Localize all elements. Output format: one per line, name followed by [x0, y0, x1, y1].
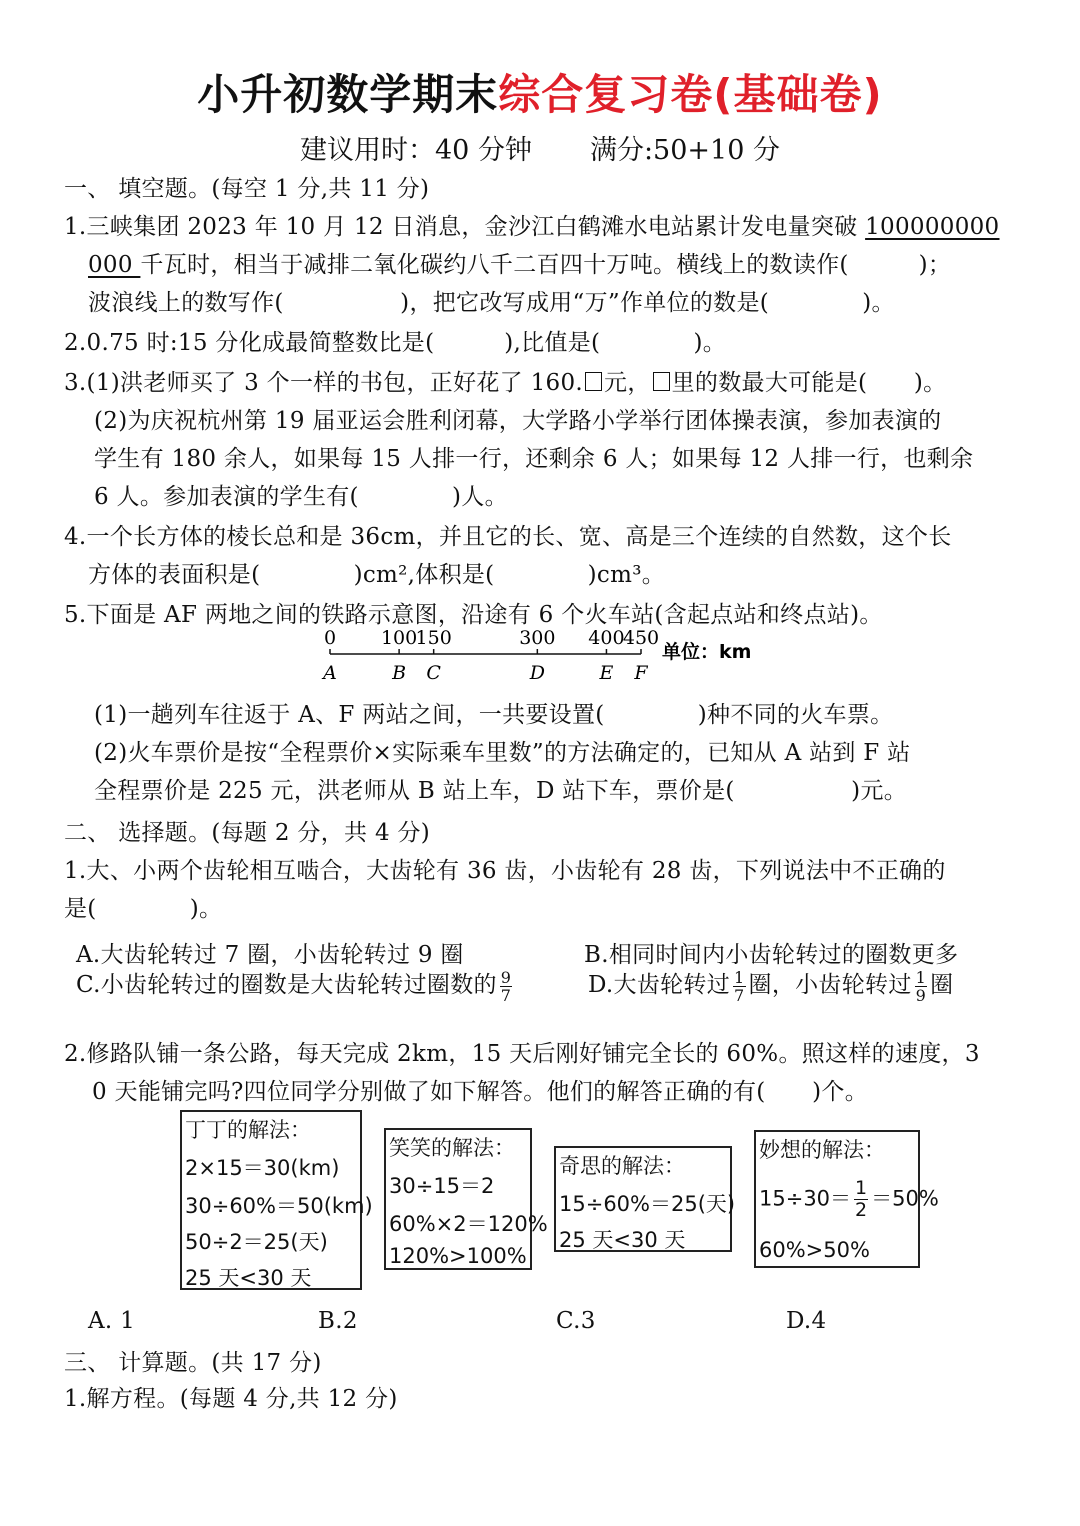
box-line: 30÷60%＝50(km) — [185, 1194, 373, 1218]
box-line — [759, 1178, 939, 1221]
option-c-text: C.小齿轮转过的圈数是大齿轮转过圈数的 — [76, 972, 497, 998]
time-info: 建议用时：40 分钟 — [300, 135, 532, 166]
blank-square — [653, 372, 670, 391]
solution-box-xiaoxiao — [384, 1128, 548, 1270]
s3-q1-line: 1.解方程。(每题 4 分,共 12 分) — [64, 1386, 398, 1412]
denominator: 9 — [915, 985, 927, 1005]
section2-heading: 二、 选择题。(每题 2 分，共 4 分) — [64, 820, 431, 846]
denominator: 7 — [734, 985, 745, 1005]
q3-2-line3: 6 人。参加表演的学生有( )人。 — [94, 484, 508, 510]
station-name-A: A — [323, 662, 337, 684]
station-name-B: B — [392, 662, 407, 684]
denominator: 2 — [855, 1199, 868, 1221]
q1-line2 — [88, 246, 951, 279]
q1-number-cont: 000 — [88, 252, 141, 278]
q4-line2: 方体的表面积是( )cm²,体积是( )cm³。 — [88, 562, 666, 588]
box-line: 30÷15＝2 — [389, 1174, 495, 1198]
q2-line: 2.0.75 时:15 分化成最简整数比是( ),比值是( )。 — [64, 330, 727, 356]
choice-a: A. 1 — [88, 1308, 136, 1334]
box-heading: 妙想的解法： — [759, 1138, 885, 1162]
q3-1-text3: 里的数最大可能是( )。 — [671, 370, 947, 396]
q1-text: 1.三峡集团 2023 年 10 月 12 日消息，金沙江白鹤滩水电站累计发电量突破 — [64, 214, 866, 240]
q5-2-line1: (2)火车票价是按“全程票价×实际乘车里数”的方法确定的，已知从 A 站到 F 站 — [94, 740, 911, 766]
q4-line1: 4.一个长方体的棱长总和是 36cm，并且它的长、宽、高是三个连续的自然数，这个长 — [64, 524, 952, 550]
q3-2-line2: 学生有 180 余人，如果每 15 人排一行，还剩余 6 人；如果每 12 人排一行，也剩余 — [94, 446, 974, 472]
q3-1-line — [64, 364, 946, 397]
box-line: 15÷60%＝25(天) — [559, 1192, 736, 1216]
box-line: 60%×2＝120% — [389, 1212, 548, 1236]
station-km-E: 400 — [588, 627, 625, 649]
expr-b: ＝50% — [871, 1186, 939, 1211]
station-name-C: C — [426, 662, 441, 684]
choice-b: B.2 — [318, 1308, 358, 1334]
fraction — [854, 1178, 868, 1221]
box-line: 60%>50% — [759, 1238, 870, 1262]
option-d-text3: 圈 — [930, 972, 954, 998]
box-line: 120%>100% — [389, 1244, 527, 1268]
box-heading: 笑笑的解法： — [389, 1136, 515, 1160]
denominator: 7 — [500, 985, 512, 1005]
q1-line1 — [64, 208, 1000, 241]
q5-line: 5.下面是 AF 两地之间的铁路示意图，沿途有 6 个火车站(含起点站和终点站)。 — [64, 602, 883, 628]
choice-d: D.4 — [786, 1308, 827, 1334]
option-a: A.大齿轮转过 7 圈，小齿轮转过 9 圈 — [76, 942, 464, 968]
section3-heading: 三、 计算题。(共 17 分) — [64, 1350, 322, 1376]
score-info: 满分:50+10 分 — [589, 135, 780, 166]
solution-box-qisi — [554, 1146, 736, 1252]
q1-number: 100000000 — [865, 214, 1000, 240]
station-km-A: 0 — [323, 627, 337, 649]
expr-a: 15÷30＝ — [759, 1186, 852, 1211]
numerator: 1 — [734, 967, 745, 987]
railway-diagram — [310, 624, 780, 686]
numerator: 9 — [500, 967, 512, 987]
unit-label: 单位：km — [662, 641, 752, 663]
q5-1-line: (1)一趟列车往返于 A、F 两站之间，一共要设置( )种不同的火车票。 — [94, 702, 894, 728]
option-d-text2: 圈，小齿轮转过 — [748, 972, 912, 998]
box-line: 25 天<30 天 — [559, 1228, 686, 1252]
solution-box-dingding — [180, 1110, 373, 1290]
blank-square — [585, 372, 602, 391]
station-km-B: 100 — [380, 627, 418, 649]
choice-c: C.3 — [556, 1308, 596, 1334]
numerator: 1 — [855, 1177, 868, 1199]
station-name-E: E — [599, 662, 614, 684]
q3-2-line1: (2)为庆祝杭州第 19 届亚运会胜利闭幕，大学路小学举行团体操表演，参加表演的 — [94, 408, 942, 434]
fraction — [500, 969, 512, 1004]
q5-2-line2: 全程票价是 225 元，洪老师从 B 站上车，D 站下车，票价是( )元。 — [94, 778, 908, 804]
subtitle — [300, 128, 780, 167]
option-d-text: D.大齿轮转过 — [588, 972, 731, 998]
station-km-D: 300 — [519, 627, 556, 649]
option-d — [588, 966, 953, 1004]
q1-text2: 千瓦时，相当于减排二氧化碳约八千二百四十万吨。横线上的数读作( )； — [140, 252, 952, 278]
q3-1-text2: 元， — [604, 370, 651, 396]
box-line: 25 天<30 天 — [185, 1266, 312, 1290]
station-name-F: F — [634, 662, 648, 684]
q1-line3: 波浪线上的数写作( )，把它改写成用“万”作单位的数是( )。 — [88, 290, 895, 316]
page-title — [0, 62, 1080, 122]
option-c — [76, 966, 515, 1004]
solution-box-miaoxiang — [754, 1130, 939, 1268]
title-black: 小升初数学期末 — [197, 70, 499, 119]
s2-q1-line2: 是( )。 — [64, 896, 223, 922]
station-name-D: D — [529, 662, 545, 684]
box-line: 50÷2＝25(天) — [185, 1230, 328, 1254]
box-heading: 丁丁的解法： — [185, 1118, 311, 1142]
s2-q1-line1: 1.大、小两个齿轮相互啮合，大齿轮有 36 齿，小齿轮有 28 齿，下列说法中不正确的 — [64, 858, 946, 884]
s2-q2-line1: 2.修路队铺一条公路，每天完成 2km，15 天后刚好铺完全长的 60%。照这样的速度，3 — [64, 1041, 980, 1067]
station-km-C: 150 — [415, 627, 452, 649]
q3-1-text: 3.(1)洪老师买了 3 个一样的书包，正好花了 160. — [64, 370, 584, 396]
title-red: 综合复习卷(基础卷) — [498, 70, 883, 119]
fraction — [915, 969, 927, 1004]
fraction — [733, 969, 745, 1004]
station-km-F: 450 — [622, 627, 660, 649]
box-line: 2×15＝30(km) — [185, 1156, 340, 1180]
section1-heading: 一、 填空题。(每空 1 分,共 11 分) — [64, 176, 430, 202]
s2-q2-line2: 0 天能铺完吗?四位同学分别做了如下解答。他们的解答正确的有( )个。 — [92, 1079, 869, 1105]
option-b: B.相同时间内小齿轮转过的圈数更多 — [584, 942, 959, 968]
box-heading: 奇思的解法： — [559, 1154, 685, 1178]
numerator: 1 — [915, 967, 927, 987]
